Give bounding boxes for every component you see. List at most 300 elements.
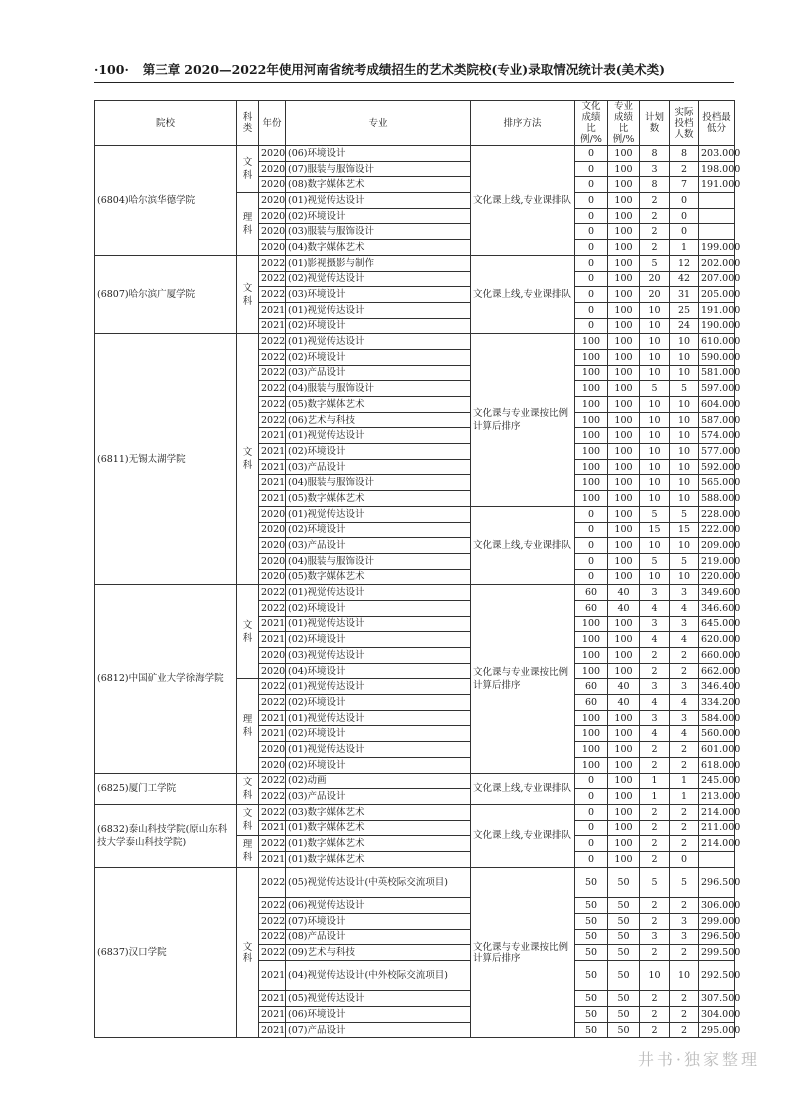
plan-count-cell: 2 (640, 836, 670, 852)
year-cell: 2021 (259, 444, 286, 460)
admitted-count-cell: 2 (670, 648, 699, 664)
min-score-cell: 662.000 (699, 663, 735, 679)
major-ratio-cell: 100 (608, 569, 640, 585)
major-ratio-cell: 100 (608, 773, 640, 789)
major-ratio-cell: 40 (608, 600, 640, 616)
min-score-cell: 584.000 (699, 710, 735, 726)
major-cell: (01)视觉传达设计 (286, 334, 471, 350)
plan-count-cell: 2 (640, 991, 670, 1007)
culture-ratio-cell: 50 (575, 929, 608, 945)
plan-count-cell: 10 (640, 334, 670, 350)
major-cell: (06)环境设计 (286, 146, 471, 162)
major-cell: (01)视觉传达设计 (286, 710, 471, 726)
admitted-count-cell: 10 (670, 412, 699, 428)
culture-ratio-cell: 0 (575, 506, 608, 522)
sort-method: 文化课上线,专业课排队 (471, 146, 575, 256)
plan-count-cell: 3 (640, 616, 670, 632)
plan-count-cell: 2 (640, 742, 670, 758)
min-score-cell: 590.000 (699, 349, 735, 365)
year-cell: 2021 (259, 459, 286, 475)
page-header (94, 60, 734, 80)
admitted-count-cell: 5 (670, 553, 699, 569)
school-name: (6807)哈尔滨广厦学院 (95, 255, 237, 333)
culture-ratio-cell: 0 (575, 193, 608, 209)
table-row (95, 334, 735, 350)
min-score-cell: 220.000 (699, 569, 735, 585)
min-score-cell: 597.000 (699, 381, 735, 397)
year-cell: 2022 (259, 271, 286, 287)
culture-ratio-cell: 100 (575, 632, 608, 648)
major-ratio-cell: 100 (608, 397, 640, 413)
culture-ratio-cell: 0 (575, 287, 608, 303)
plan-count-cell: 2 (640, 757, 670, 773)
min-score-cell: 560.000 (699, 726, 735, 742)
year-cell: 2020 (259, 193, 286, 209)
admitted-count-cell: 4 (670, 726, 699, 742)
min-score-cell: 618.000 (699, 757, 735, 773)
admitted-count-cell: 10 (670, 334, 699, 350)
year-cell: 2021 (259, 726, 286, 742)
min-score-cell: 219.000 (699, 553, 735, 569)
min-score-cell (699, 224, 735, 240)
plan-count-cell: 3 (640, 679, 670, 695)
culture-ratio-cell: 0 (575, 271, 608, 287)
major-cell: (07)环境设计 (286, 913, 471, 929)
table-row (95, 585, 735, 601)
min-score-cell: 660.000 (699, 648, 735, 664)
culture-ratio-cell: 0 (575, 836, 608, 852)
major-cell: (03)环境设计 (286, 287, 471, 303)
major-cell: (03)视觉传达设计 (286, 648, 471, 664)
major-ratio-cell: 50 (608, 1007, 640, 1023)
major-ratio-cell: 100 (608, 506, 640, 522)
culture-ratio-cell: 50 (575, 991, 608, 1007)
major-cell: (04)数字媒体艺术 (286, 240, 471, 256)
year-cell: 2021 (259, 491, 286, 507)
major-ratio-cell: 100 (608, 240, 640, 256)
admitted-count-cell: 10 (670, 444, 699, 460)
major-cell: (07)产品设计 (286, 1022, 471, 1038)
min-score-cell: 292.500 (699, 960, 735, 991)
major-cell: (02)环境设计 (286, 695, 471, 711)
admitted-count-cell: 2 (670, 1007, 699, 1023)
min-score-cell: 228.000 (699, 506, 735, 522)
year-cell: 2020 (259, 757, 286, 773)
admitted-count-cell: 10 (670, 428, 699, 444)
min-score-cell (699, 851, 735, 867)
major-ratio-cell: 50 (608, 867, 640, 898)
year-cell: 2021 (259, 851, 286, 867)
min-score-cell: 592.000 (699, 459, 735, 475)
admitted-count-cell: 3 (670, 616, 699, 632)
culture-ratio-cell: 100 (575, 726, 608, 742)
col-header: 实际投档人数 (670, 101, 699, 146)
min-score-cell: 191.000 (699, 302, 735, 318)
major-ratio-cell: 50 (608, 898, 640, 914)
major-ratio-cell: 50 (608, 960, 640, 991)
major-ratio-cell: 100 (608, 616, 640, 632)
admitted-count-cell: 0 (670, 851, 699, 867)
year-cell: 2021 (259, 428, 286, 444)
min-score-cell: 296.500 (699, 929, 735, 945)
culture-ratio-cell: 0 (575, 177, 608, 193)
major-ratio-cell: 100 (608, 726, 640, 742)
major-ratio-cell: 100 (608, 742, 640, 758)
admitted-count-cell: 15 (670, 522, 699, 538)
culture-ratio-cell: 100 (575, 381, 608, 397)
table-row (95, 255, 735, 271)
admitted-count-cell: 10 (670, 349, 699, 365)
culture-ratio-cell: 50 (575, 1007, 608, 1023)
year-cell: 2020 (259, 224, 286, 240)
year-cell: 2021 (259, 960, 286, 991)
admitted-count-cell: 1 (670, 240, 699, 256)
min-score-cell: 349.600 (699, 585, 735, 601)
admitted-count-cell: 12 (670, 255, 699, 271)
culture-ratio-cell: 100 (575, 428, 608, 444)
min-score-cell: 587.000 (699, 412, 735, 428)
major-cell: (08)产品设计 (286, 929, 471, 945)
admitted-count-cell: 5 (670, 381, 699, 397)
admitted-count-cell: 5 (670, 867, 699, 898)
year-cell: 2021 (259, 1022, 286, 1038)
admitted-count-cell: 10 (670, 475, 699, 491)
admitted-count-cell: 2 (670, 1022, 699, 1038)
col-header: 文化成绩比例/% (575, 101, 608, 146)
min-score-cell: 191.000 (699, 177, 735, 193)
culture-ratio-cell: 100 (575, 475, 608, 491)
major-ratio-cell: 100 (608, 412, 640, 428)
plan-count-cell: 2 (640, 1022, 670, 1038)
sort-method: 文化课与专业课按比例计算后排序 (471, 334, 575, 507)
sort-method: 文化课上线,专业课排队 (471, 506, 575, 584)
major-ratio-cell: 100 (608, 757, 640, 773)
admitted-count-cell: 2 (670, 757, 699, 773)
major-ratio-cell: 100 (608, 349, 640, 365)
major-ratio-cell: 100 (608, 553, 640, 569)
admitted-count-cell: 5 (670, 506, 699, 522)
min-score-cell: 601.000 (699, 742, 735, 758)
major-cell: (02)动画 (286, 773, 471, 789)
admission-table (94, 100, 741, 1038)
culture-ratio-cell: 50 (575, 960, 608, 991)
major-ratio-cell: 40 (608, 679, 640, 695)
subject-category: 文科 (237, 867, 259, 1038)
major-cell: (02)环境设计 (286, 726, 471, 742)
major-ratio-cell: 100 (608, 224, 640, 240)
min-score-cell: 620.000 (699, 632, 735, 648)
major-cell: (03)产品设计 (286, 789, 471, 805)
major-cell: (01)视觉传达设计 (286, 585, 471, 601)
sort-method: 文化课与专业课按比例计算后排序 (471, 585, 575, 773)
admitted-count-cell: 7 (670, 177, 699, 193)
min-score-cell: 604.000 (699, 397, 735, 413)
plan-count-cell: 5 (640, 255, 670, 271)
admitted-count-cell: 0 (670, 193, 699, 209)
major-cell: (01)视觉传达设计 (286, 679, 471, 695)
subject-category: 文科 (237, 773, 259, 804)
col-header: 专业 (286, 101, 471, 146)
admitted-count-cell: 2 (670, 945, 699, 961)
min-score-cell: 295.000 (699, 1022, 735, 1038)
plan-count-cell: 5 (640, 867, 670, 898)
culture-ratio-cell: 100 (575, 616, 608, 632)
admitted-count-cell: 10 (670, 397, 699, 413)
year-cell: 2020 (259, 663, 286, 679)
culture-ratio-cell: 0 (575, 804, 608, 820)
admitted-count-cell: 2 (670, 836, 699, 852)
min-score-cell: 334.200 (699, 695, 735, 711)
year-cell: 2022 (259, 913, 286, 929)
culture-ratio-cell: 0 (575, 302, 608, 318)
plan-count-cell: 2 (640, 851, 670, 867)
major-ratio-cell: 50 (608, 991, 640, 1007)
major-ratio-cell: 100 (608, 161, 640, 177)
plan-count-cell: 8 (640, 177, 670, 193)
plan-count-cell: 20 (640, 271, 670, 287)
year-cell: 2022 (259, 585, 286, 601)
major-cell: (05)数字媒体艺术 (286, 491, 471, 507)
culture-ratio-cell: 0 (575, 224, 608, 240)
major-ratio-cell: 100 (608, 632, 640, 648)
min-score-cell: 211.000 (699, 820, 735, 836)
plan-count-cell: 10 (640, 412, 670, 428)
plan-count-cell: 1 (640, 773, 670, 789)
min-score-cell: 202.000 (699, 255, 735, 271)
year-cell: 2021 (259, 1007, 286, 1023)
year-cell: 2022 (259, 412, 286, 428)
admitted-count-cell: 1 (670, 773, 699, 789)
major-cell: (09)艺术与科技 (286, 945, 471, 961)
admitted-count-cell: 2 (670, 820, 699, 836)
major-cell: (01)视觉传达设计 (286, 428, 471, 444)
culture-ratio-cell: 100 (575, 710, 608, 726)
culture-ratio-cell: 0 (575, 851, 608, 867)
culture-ratio-cell: 100 (575, 491, 608, 507)
culture-ratio-cell: 0 (575, 522, 608, 538)
sort-method: 文化课上线,专业课排队 (471, 804, 575, 867)
min-score-cell: 565.000 (699, 475, 735, 491)
subject-category: 理科 (237, 193, 259, 256)
admitted-count-cell: 24 (670, 318, 699, 334)
year-cell: 2022 (259, 365, 286, 381)
plan-count-cell: 2 (640, 804, 670, 820)
plan-count-cell: 4 (640, 600, 670, 616)
culture-ratio-cell: 100 (575, 349, 608, 365)
major-ratio-cell: 100 (608, 334, 640, 350)
year-cell: 2020 (259, 506, 286, 522)
year-cell: 2020 (259, 648, 286, 664)
admitted-count-cell: 2 (670, 804, 699, 820)
plan-count-cell: 4 (640, 632, 670, 648)
major-cell: (04)服装与服饰设计 (286, 553, 471, 569)
year-cell: 2022 (259, 349, 286, 365)
major-ratio-cell: 50 (608, 945, 640, 961)
major-cell: (02)环境设计 (286, 208, 471, 224)
min-score-cell: 203.000 (699, 146, 735, 162)
plan-count-cell: 10 (640, 302, 670, 318)
min-score-cell: 304.000 (699, 1007, 735, 1023)
plan-count-cell: 3 (640, 585, 670, 601)
major-cell: (06)视觉传达设计 (286, 898, 471, 914)
plan-count-cell: 20 (640, 287, 670, 303)
culture-ratio-cell: 60 (575, 585, 608, 601)
year-cell: 2022 (259, 929, 286, 945)
year-cell: 2022 (259, 334, 286, 350)
major-ratio-cell: 100 (608, 710, 640, 726)
plan-count-cell: 2 (640, 240, 670, 256)
plan-count-cell: 15 (640, 522, 670, 538)
min-score-cell: 213.000 (699, 789, 735, 805)
plan-count-cell: 10 (640, 428, 670, 444)
major-cell: (06)环境设计 (286, 1007, 471, 1023)
culture-ratio-cell: 0 (575, 538, 608, 554)
min-score-cell (699, 193, 735, 209)
min-score-cell: 346.600 (699, 600, 735, 616)
major-cell: (08)数字媒体艺术 (286, 177, 471, 193)
plan-count-cell: 10 (640, 491, 670, 507)
admitted-count-cell: 2 (670, 991, 699, 1007)
min-score-cell: 577.000 (699, 444, 735, 460)
admitted-count-cell: 10 (670, 569, 699, 585)
min-score-cell: 588.000 (699, 491, 735, 507)
major-cell: (03)数字媒体艺术 (286, 804, 471, 820)
major-cell: (02)环境设计 (286, 349, 471, 365)
admitted-count-cell: 4 (670, 695, 699, 711)
plan-count-cell: 2 (640, 913, 670, 929)
major-cell: (01)数字媒体艺术 (286, 851, 471, 867)
major-cell: (01)数字媒体艺术 (286, 820, 471, 836)
admitted-count-cell: 3 (670, 710, 699, 726)
major-ratio-cell: 100 (608, 365, 640, 381)
admitted-count-cell: 31 (670, 287, 699, 303)
min-score-cell: 645.000 (699, 616, 735, 632)
major-cell: (01)视觉传达设计 (286, 506, 471, 522)
plan-count-cell: 1 (640, 789, 670, 805)
admitted-count-cell: 2 (670, 663, 699, 679)
year-cell: 2022 (259, 945, 286, 961)
major-cell: (04)视觉传达设计(中外校际交流项目) (286, 960, 471, 991)
col-header: 计划数 (640, 101, 670, 146)
major-cell: (02)环境设计 (286, 757, 471, 773)
plan-count-cell: 4 (640, 695, 670, 711)
min-score-cell: 209.000 (699, 538, 735, 554)
culture-ratio-cell: 50 (575, 898, 608, 914)
major-ratio-cell: 100 (608, 193, 640, 209)
subject-category: 文科 (237, 255, 259, 333)
admitted-count-cell: 0 (670, 208, 699, 224)
culture-ratio-cell: 60 (575, 679, 608, 695)
col-header: 专业成绩比例/% (608, 101, 640, 146)
culture-ratio-cell: 100 (575, 334, 608, 350)
year-cell: 2022 (259, 789, 286, 805)
year-cell: 2021 (259, 318, 286, 334)
subject-category: 理科 (237, 679, 259, 773)
major-ratio-cell: 100 (608, 648, 640, 664)
culture-ratio-cell: 100 (575, 459, 608, 475)
year-cell: 2020 (259, 538, 286, 554)
culture-ratio-cell: 0 (575, 208, 608, 224)
major-cell: (03)产品设计 (286, 459, 471, 475)
year-cell: 2020 (259, 553, 286, 569)
year-cell: 2022 (259, 381, 286, 397)
plan-count-cell: 2 (640, 663, 670, 679)
major-cell: (07)服装与服饰设计 (286, 161, 471, 177)
year-cell: 2020 (259, 208, 286, 224)
major-cell: (05)数字媒体艺术 (286, 569, 471, 585)
major-cell: (01)视觉传达设计 (286, 616, 471, 632)
plan-count-cell: 5 (640, 381, 670, 397)
col-header: 年份 (259, 101, 286, 146)
min-score-cell: 574.000 (699, 428, 735, 444)
plan-count-cell: 2 (640, 648, 670, 664)
year-cell: 2020 (259, 161, 286, 177)
page-number: ·100· (94, 62, 129, 77)
culture-ratio-cell: 50 (575, 945, 608, 961)
admitted-count-cell: 10 (670, 365, 699, 381)
sort-method: 文化课上线,专业课排队 (471, 255, 575, 333)
admitted-count-cell: 10 (670, 538, 699, 554)
admitted-count-cell: 25 (670, 302, 699, 318)
col-header: 院校 (95, 101, 237, 146)
min-score-cell: 214.000 (699, 804, 735, 820)
year-cell: 2021 (259, 616, 286, 632)
plan-count-cell: 2 (640, 1007, 670, 1023)
year-cell: 2022 (259, 695, 286, 711)
admitted-count-cell: 8 (670, 146, 699, 162)
year-cell: 2022 (259, 804, 286, 820)
plan-count-cell: 2 (640, 820, 670, 836)
admitted-count-cell: 3 (670, 929, 699, 945)
plan-count-cell: 3 (640, 161, 670, 177)
school-name: (6832)泰山科技学院(原山东科技大学泰山科技学院) (95, 804, 237, 867)
plan-count-cell: 10 (640, 569, 670, 585)
table-header-row (95, 101, 735, 146)
footer-watermark: 井书·独家整理 (637, 1050, 760, 1069)
admitted-count-cell: 10 (670, 960, 699, 991)
culture-ratio-cell: 100 (575, 412, 608, 428)
culture-ratio-cell: 0 (575, 789, 608, 805)
year-cell: 2021 (259, 820, 286, 836)
sort-method: 文化课与专业课按比例计算后排序 (471, 867, 575, 1038)
admitted-count-cell: 1 (670, 789, 699, 805)
year-cell: 2022 (259, 255, 286, 271)
min-score-cell: 245.000 (699, 773, 735, 789)
culture-ratio-cell: 50 (575, 913, 608, 929)
culture-ratio-cell: 0 (575, 255, 608, 271)
major-ratio-cell: 100 (608, 804, 640, 820)
major-ratio-cell: 100 (608, 491, 640, 507)
admitted-count-cell: 10 (670, 459, 699, 475)
admitted-count-cell: 4 (670, 632, 699, 648)
major-ratio-cell: 100 (608, 146, 640, 162)
culture-ratio-cell: 60 (575, 695, 608, 711)
major-cell: (03)产品设计 (286, 538, 471, 554)
min-score-cell (699, 208, 735, 224)
major-ratio-cell: 100 (608, 820, 640, 836)
major-ratio-cell: 100 (608, 836, 640, 852)
major-cell: (02)环境设计 (286, 522, 471, 538)
major-cell: (01)视觉传达设计 (286, 193, 471, 209)
culture-ratio-cell: 100 (575, 648, 608, 664)
major-ratio-cell: 100 (608, 271, 640, 287)
admitted-count-cell: 3 (670, 585, 699, 601)
plan-count-cell: 10 (640, 459, 670, 475)
col-header: 投档最低分 (699, 101, 735, 146)
culture-ratio-cell: 0 (575, 820, 608, 836)
culture-ratio-cell: 100 (575, 742, 608, 758)
major-cell: (05)数字媒体艺术 (286, 397, 471, 413)
